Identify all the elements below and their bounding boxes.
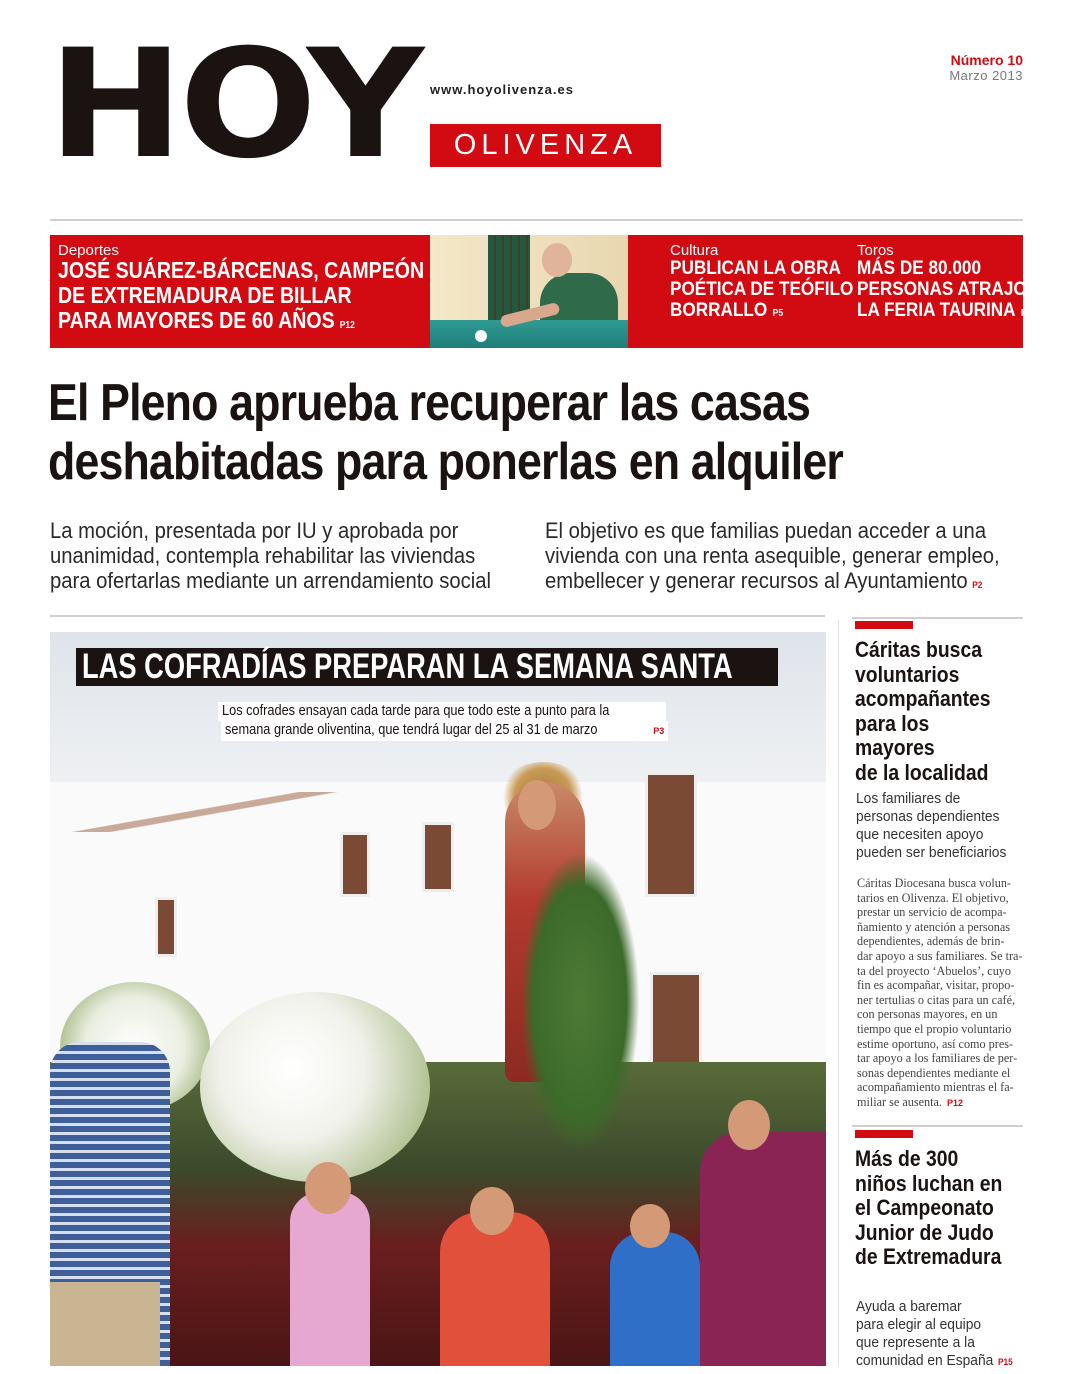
issue-date: Marzo 2013 [949,68,1023,83]
teaser-category: Cultura [670,242,719,259]
teaser-band [50,235,1037,348]
sidebar-story1-body: Cáritas Diocesana busca volun- tarios en Olivenza. El objetivo, prestar un servicio de acompa- ñamiento y atención a personas dependientes, además de brin- dar apoyo a sus familiares. Se tra- ta del proyecto ‘Abuelos’, cuyo fin es acompañar, visitar, propo- ner tertulias o citas para un café, con personas mayores, en un tiempo que el propio voluntario estime oportuno, así como pres- tar apoyo a los familiares de per- sonas dependientes mediante el acompañamiento mientras el fa- miliar se ausenta. P12 [857,876,1023,1109]
photo-man-head [728,1100,770,1150]
photo-flowers [200,992,430,1182]
teaser-toros[interactable] [857,243,1060,324]
sidebar-story2-deck: Ayuda a baremar para elegir al equipo que represente a la comunidad en España P15 [856,1298,1013,1369]
edition-label: OLIVENZA [430,124,661,167]
teaser-headline-line: JOSÉ SUÁREZ-BÁRCENAS, CAMPEÓN [58,257,425,283]
page-ref: P3 [653,726,665,736]
sidebar-story2-headline[interactable]: Más de 300 niños luchan en el Campeonato Junior de Judo de Extremadura [855,1146,1003,1269]
teaser-category: Toros [857,242,894,259]
sidebar-story1-headline[interactable]: Cáritas busca voluntarios acompañantes para los mayores de la localidad [855,637,991,785]
page-ref: P15 [997,1357,1013,1367]
page-ref: P12 [339,320,355,331]
photo-window [155,897,177,957]
teaser-headline-line: POÉTICA DE TEÓFILO [670,278,854,300]
feature-photo [50,632,826,1366]
page-ref: P11 [1020,308,1037,319]
teaser-headline-line: PARA MAYORES DE 60 AÑOS P12 [58,307,355,333]
photo-player-head [542,243,572,277]
teaser-deportes[interactable] [58,243,489,338]
billiard-photo [430,235,628,348]
photo-window [340,832,370,897]
photo-child-head [630,1204,670,1248]
teaser-category: Deportes [58,242,119,259]
teaser-headline-line: LA FERIA TAURINA P11 [857,299,1037,321]
photo-child-red [440,1212,550,1366]
photo-ball [475,330,487,342]
lead-deck-right: El objetivo es que familias puedan acceder a una vivienda con una renta asequible, generar empleo, embellecer y generar recursos al Ayuntamiento P2 [545,518,1000,593]
photo-man-magenta [700,1132,826,1366]
feature-subtitle-line: Los cofrades ensayan cada tarde para que todo este a punto para la [218,702,666,721]
page-ref: P5 [772,308,784,319]
photo-child-head [470,1187,514,1235]
photo-roof-tiles [50,792,370,832]
photo-statue-head [518,780,556,830]
red-accent-bar [855,621,913,629]
photo-pool-table [430,320,628,348]
teaser-headline-line: DE EXTREMADURA DE BILLAR [58,282,352,308]
photo-child-blue [610,1232,700,1366]
photo-child-head [305,1162,351,1214]
photo-man-trousers [50,1282,160,1366]
issue-number: Número 10 [950,52,1023,68]
lead-deck-left: La moción, presentada por IU y aprobada por unanimidad, contempla rehabilitar las viviendas para ofertarlas mediante un arrendamiento social [50,518,492,593]
lead-headline[interactable]: El Pleno aprueba recuperar las casas deshabitadas para ponerlas en alquiler [48,374,843,491]
newspaper-logo: HOY [48,18,420,192]
website-url[interactable]: www.hoyolivenza.es [430,82,574,97]
teaser-headline-line: PERSONAS ATRAJO [857,278,1027,300]
page-ref: P2 [972,580,983,590]
section-divider [50,615,825,617]
photo-child-pink [290,1192,370,1366]
column-divider [838,620,839,1366]
sidebar-story1-deck: Los familiares de personas dependientes que necesiten apoyo pueden ser beneficiarios [856,790,1007,861]
sidebar-rule [852,617,1023,619]
photo-window [422,822,454,892]
feature-title[interactable]: LAS COFRADÍAS PREPARAN LA SEMANA SANTA [76,648,778,686]
page-ref: P12 [946,1097,963,1108]
teaser-headline-line: PUBLICAN LA OBRA [670,257,841,279]
photo-window [645,772,697,897]
teaser-headline-line: MÁS DE 80.000 [857,257,981,279]
masthead-divider [50,219,1023,221]
teaser-cultura[interactable] [670,243,878,324]
red-accent-bar [855,1130,913,1138]
teaser-headline-line: BORRALLO P5 [670,299,784,321]
feature-subtitle-line: semana grande oliventina, que tendrá lugar del 25 al 31 de marzo P3 [221,721,668,741]
photo-palm-fronds [520,852,640,1152]
sidebar-rule [852,1125,1023,1127]
